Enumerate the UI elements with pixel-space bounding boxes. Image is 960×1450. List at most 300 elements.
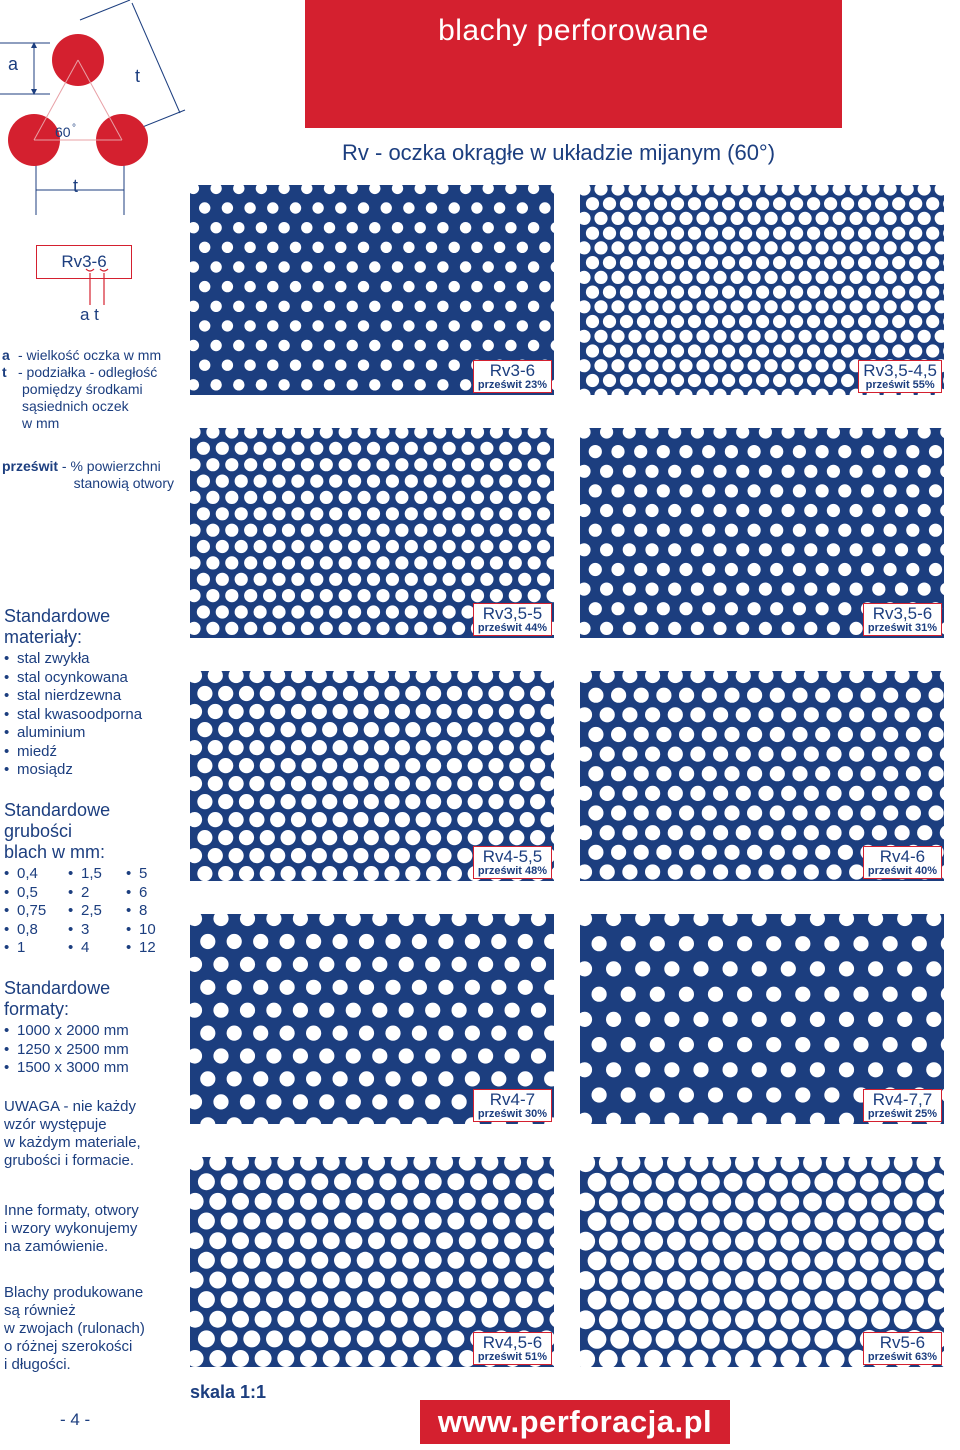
hole bbox=[782, 300, 795, 313]
hole bbox=[544, 1071, 554, 1086]
hole bbox=[895, 747, 910, 762]
hole bbox=[460, 222, 471, 233]
hole bbox=[433, 589, 446, 602]
hole bbox=[244, 589, 257, 602]
hole bbox=[858, 227, 871, 240]
hole bbox=[206, 524, 219, 537]
hole bbox=[848, 1271, 867, 1290]
hole bbox=[599, 1193, 618, 1212]
hole bbox=[311, 1330, 328, 1347]
hole bbox=[385, 934, 400, 949]
hole bbox=[611, 845, 626, 860]
hole bbox=[312, 776, 327, 791]
hole bbox=[197, 573, 210, 586]
hole bbox=[623, 583, 636, 596]
hole bbox=[883, 1173, 902, 1192]
hole bbox=[490, 491, 503, 504]
hole bbox=[848, 1232, 867, 1251]
hole bbox=[190, 428, 201, 439]
hole bbox=[395, 589, 408, 602]
hole bbox=[765, 300, 778, 313]
hole bbox=[696, 185, 709, 196]
hole bbox=[244, 622, 257, 635]
hole bbox=[369, 222, 380, 233]
hole bbox=[348, 540, 361, 553]
hole bbox=[622, 786, 637, 801]
hole bbox=[385, 980, 400, 995]
hole bbox=[894, 1310, 913, 1329]
hole bbox=[452, 1048, 467, 1063]
hole bbox=[928, 1212, 944, 1231]
hole bbox=[335, 320, 346, 331]
hole bbox=[752, 1012, 767, 1027]
material-item: • stal nierdzewna bbox=[4, 687, 184, 706]
hole bbox=[255, 1272, 272, 1289]
hole bbox=[850, 271, 863, 284]
hole bbox=[713, 671, 728, 683]
hole bbox=[437, 222, 448, 233]
hole bbox=[816, 241, 829, 254]
hole bbox=[781, 747, 796, 762]
hole bbox=[589, 445, 602, 458]
hole bbox=[824, 344, 837, 357]
hole bbox=[306, 1026, 321, 1041]
hole bbox=[403, 242, 414, 253]
hole bbox=[300, 1157, 317, 1171]
hole bbox=[528, 428, 541, 439]
hole bbox=[208, 848, 223, 863]
hole bbox=[838, 766, 853, 781]
hole bbox=[480, 507, 493, 520]
hole bbox=[301, 491, 314, 504]
hole bbox=[739, 256, 752, 269]
hole bbox=[588, 1212, 607, 1231]
hole bbox=[402, 1330, 419, 1347]
hole bbox=[263, 458, 276, 471]
hole bbox=[736, 504, 749, 517]
hole bbox=[470, 1173, 487, 1190]
hole bbox=[635, 1012, 650, 1027]
hole bbox=[197, 830, 212, 845]
hole bbox=[871, 1271, 890, 1290]
hole bbox=[358, 428, 371, 439]
hole bbox=[333, 1071, 348, 1086]
hole bbox=[414, 589, 427, 602]
hole bbox=[253, 1026, 268, 1041]
hole bbox=[633, 1212, 652, 1231]
thickness-section bbox=[4, 800, 184, 958]
hole bbox=[909, 286, 922, 299]
hole bbox=[940, 786, 944, 801]
hole bbox=[645, 786, 660, 801]
hole bbox=[939, 1310, 944, 1329]
hole bbox=[917, 707, 932, 722]
hole bbox=[634, 805, 649, 820]
hole bbox=[858, 344, 871, 357]
hole bbox=[528, 524, 541, 537]
hole bbox=[693, 1062, 708, 1077]
hole bbox=[634, 688, 649, 703]
hole bbox=[190, 458, 201, 471]
hole bbox=[634, 766, 649, 781]
hole bbox=[335, 281, 346, 292]
hole bbox=[906, 766, 921, 781]
hole bbox=[679, 1037, 694, 1052]
hole bbox=[395, 812, 410, 827]
hole bbox=[520, 776, 535, 791]
hole bbox=[323, 1157, 340, 1171]
hole bbox=[644, 1271, 663, 1290]
hole bbox=[816, 445, 829, 458]
hole bbox=[600, 671, 615, 683]
hole bbox=[929, 805, 944, 820]
hole bbox=[824, 315, 837, 328]
hole bbox=[509, 589, 522, 602]
hole bbox=[416, 671, 431, 683]
hole bbox=[369, 379, 380, 390]
hole bbox=[816, 484, 829, 497]
hole bbox=[637, 286, 650, 299]
hole bbox=[232, 1157, 249, 1171]
hole bbox=[759, 504, 772, 517]
hole bbox=[871, 1310, 890, 1329]
hole bbox=[322, 722, 337, 737]
hole bbox=[414, 524, 427, 537]
hole bbox=[628, 359, 641, 372]
hole bbox=[282, 491, 295, 504]
hole bbox=[300, 1350, 317, 1367]
hole bbox=[551, 301, 554, 312]
hole bbox=[329, 605, 342, 618]
hole bbox=[244, 556, 257, 569]
hole bbox=[199, 242, 210, 253]
hole bbox=[758, 1271, 777, 1290]
hole bbox=[599, 1310, 618, 1329]
hole bbox=[850, 504, 863, 517]
hole bbox=[790, 227, 803, 240]
hole bbox=[833, 389, 846, 395]
hole bbox=[713, 389, 726, 395]
hole bbox=[634, 845, 649, 860]
hole bbox=[756, 344, 769, 357]
sample-code: Rv3,5-6 bbox=[872, 604, 933, 623]
hole bbox=[358, 622, 371, 635]
hole bbox=[736, 465, 749, 478]
hole bbox=[724, 1330, 743, 1349]
hole bbox=[494, 320, 505, 331]
hole bbox=[782, 583, 795, 596]
hole bbox=[654, 374, 667, 387]
hole bbox=[412, 980, 427, 995]
hole bbox=[599, 1157, 618, 1172]
hole bbox=[266, 1048, 281, 1063]
diagram-label-t-top: t bbox=[135, 66, 141, 86]
hole bbox=[679, 936, 694, 951]
hole bbox=[253, 1117, 268, 1124]
hole bbox=[190, 222, 199, 233]
hole bbox=[723, 1062, 738, 1077]
hole bbox=[494, 202, 505, 213]
hole bbox=[280, 1071, 295, 1086]
hole bbox=[722, 286, 735, 299]
hole bbox=[850, 543, 863, 556]
hole bbox=[622, 707, 637, 722]
hole bbox=[436, 1157, 453, 1171]
hole bbox=[580, 622, 591, 635]
hole bbox=[300, 1311, 317, 1328]
hole bbox=[425, 1213, 442, 1230]
hole bbox=[610, 1252, 629, 1271]
hole bbox=[190, 556, 201, 569]
hole bbox=[358, 491, 371, 504]
hole bbox=[333, 704, 348, 719]
hole bbox=[909, 227, 922, 240]
hole bbox=[804, 583, 817, 596]
hole bbox=[589, 484, 602, 497]
hole bbox=[197, 507, 210, 520]
hole bbox=[329, 475, 342, 488]
hole bbox=[918, 504, 931, 517]
hole bbox=[917, 671, 932, 683]
hole bbox=[254, 573, 267, 586]
hole bbox=[875, 286, 888, 299]
hole bbox=[901, 185, 914, 196]
hole bbox=[837, 1212, 856, 1231]
hole bbox=[580, 786, 592, 801]
hole bbox=[190, 914, 202, 926]
format-item: • 1250 x 2500 mm bbox=[4, 1041, 184, 1060]
hole bbox=[471, 202, 482, 213]
hole bbox=[289, 1291, 306, 1308]
def-przeswit-desc-2: stanowią otwory bbox=[73, 475, 174, 491]
hole bbox=[580, 212, 591, 225]
hole bbox=[343, 794, 358, 809]
hole bbox=[550, 1157, 555, 1171]
hole bbox=[301, 722, 316, 737]
hole bbox=[713, 271, 726, 284]
hole bbox=[551, 185, 554, 194]
hole bbox=[679, 845, 694, 860]
hole bbox=[780, 1271, 799, 1290]
hole bbox=[858, 197, 871, 210]
hole bbox=[600, 825, 615, 840]
hole bbox=[594, 185, 607, 196]
hole bbox=[531, 1003, 546, 1018]
hole bbox=[839, 1062, 854, 1077]
hole bbox=[459, 1193, 476, 1210]
hole bbox=[668, 864, 683, 879]
hole bbox=[792, 845, 807, 860]
hole bbox=[190, 740, 202, 755]
hole bbox=[478, 740, 493, 755]
hole bbox=[736, 786, 751, 801]
hole bbox=[781, 864, 796, 879]
hole bbox=[827, 583, 840, 596]
hole bbox=[662, 185, 675, 196]
hole bbox=[756, 374, 769, 387]
hole bbox=[713, 241, 726, 254]
hole bbox=[790, 256, 803, 269]
hole bbox=[412, 1026, 427, 1041]
hole bbox=[628, 271, 641, 284]
hole bbox=[816, 300, 829, 313]
hole bbox=[702, 845, 717, 860]
hole bbox=[815, 845, 830, 860]
hole bbox=[452, 556, 465, 569]
hole bbox=[895, 707, 910, 722]
sample-przeswit: prześwit 51% bbox=[477, 1351, 547, 1363]
hole bbox=[402, 1291, 419, 1308]
hole bbox=[197, 794, 212, 809]
hole bbox=[369, 340, 380, 351]
hole bbox=[218, 866, 233, 881]
page-subtitle: Rv - oczka okrągłe w układzie mijanym (60°) bbox=[342, 140, 776, 165]
hole bbox=[705, 374, 718, 387]
hole bbox=[588, 1330, 607, 1349]
hole bbox=[773, 256, 786, 269]
hole bbox=[748, 212, 761, 225]
hole bbox=[539, 242, 550, 253]
hole bbox=[679, 241, 692, 254]
hole bbox=[399, 1094, 414, 1109]
hole bbox=[270, 704, 285, 719]
hole bbox=[782, 389, 795, 395]
hole bbox=[381, 360, 392, 371]
hole bbox=[654, 344, 667, 357]
hole bbox=[723, 914, 738, 926]
hole bbox=[345, 1272, 362, 1289]
hole bbox=[792, 1252, 811, 1271]
hole bbox=[895, 504, 908, 517]
hole bbox=[943, 344, 944, 357]
hole bbox=[622, 825, 637, 840]
hole bbox=[254, 507, 267, 520]
hole bbox=[367, 573, 380, 586]
hole bbox=[656, 1330, 675, 1349]
hole bbox=[901, 212, 914, 225]
hole bbox=[792, 805, 807, 820]
hole bbox=[550, 1193, 555, 1210]
hole bbox=[580, 543, 591, 556]
hole bbox=[190, 301, 199, 312]
sample-code: Rv4,5-6 bbox=[482, 1333, 543, 1352]
hole bbox=[461, 442, 474, 455]
hole bbox=[530, 830, 545, 845]
hole bbox=[551, 794, 554, 809]
hole bbox=[713, 300, 726, 313]
hole bbox=[233, 340, 244, 351]
hole bbox=[671, 197, 684, 210]
hole bbox=[198, 1330, 215, 1347]
hole bbox=[190, 1232, 204, 1249]
hole bbox=[372, 957, 387, 972]
hole bbox=[600, 622, 613, 635]
hole bbox=[935, 300, 944, 313]
hole bbox=[841, 227, 854, 240]
hole bbox=[494, 281, 505, 292]
hole bbox=[724, 1212, 743, 1231]
hole bbox=[722, 256, 735, 269]
hole bbox=[509, 556, 522, 569]
hole bbox=[807, 374, 820, 387]
hole bbox=[713, 583, 726, 596]
hole bbox=[759, 583, 772, 596]
hole bbox=[190, 622, 201, 635]
hole bbox=[580, 389, 591, 395]
hole bbox=[628, 389, 641, 395]
hole bbox=[917, 747, 932, 762]
hole bbox=[668, 747, 683, 762]
hole bbox=[804, 864, 819, 879]
perforated-sheet-sample bbox=[580, 671, 944, 881]
hole bbox=[471, 458, 484, 471]
hole bbox=[656, 727, 671, 742]
hole bbox=[722, 374, 735, 387]
hole bbox=[272, 540, 285, 553]
hole bbox=[530, 722, 545, 737]
hole bbox=[333, 776, 348, 791]
hole bbox=[603, 256, 616, 269]
hole bbox=[493, 1213, 510, 1230]
hole bbox=[935, 185, 944, 196]
hole bbox=[267, 320, 278, 331]
thickness-value: • 2,5 bbox=[68, 902, 126, 921]
hole bbox=[235, 605, 248, 618]
hole bbox=[243, 1330, 260, 1347]
hole bbox=[600, 864, 615, 879]
hole bbox=[725, 445, 738, 458]
hole bbox=[403, 202, 414, 213]
hole bbox=[580, 1113, 592, 1124]
hole bbox=[281, 722, 296, 737]
hole bbox=[804, 543, 817, 556]
hole bbox=[311, 1252, 328, 1269]
hole bbox=[895, 465, 908, 478]
hole bbox=[782, 241, 795, 254]
hole bbox=[465, 1071, 480, 1086]
hole bbox=[600, 465, 613, 478]
hole bbox=[320, 458, 333, 471]
hole bbox=[483, 301, 494, 312]
hole bbox=[781, 914, 796, 926]
hole bbox=[747, 766, 762, 781]
hole bbox=[190, 1311, 204, 1328]
hole bbox=[645, 864, 660, 879]
hole bbox=[425, 1048, 440, 1063]
hole bbox=[816, 359, 829, 372]
hole bbox=[816, 602, 829, 615]
hole bbox=[688, 286, 701, 299]
hole bbox=[206, 428, 219, 439]
hole bbox=[255, 1311, 272, 1328]
hole bbox=[580, 330, 591, 343]
hole bbox=[667, 1157, 686, 1172]
hole bbox=[790, 374, 803, 387]
hole bbox=[758, 671, 773, 683]
hole bbox=[781, 1113, 796, 1124]
hole bbox=[929, 688, 944, 703]
hole bbox=[833, 241, 846, 254]
hole bbox=[357, 1252, 374, 1269]
hole bbox=[374, 671, 389, 683]
hole bbox=[736, 864, 751, 879]
hole bbox=[199, 202, 210, 213]
hole bbox=[724, 727, 739, 742]
hole bbox=[895, 428, 908, 439]
hole bbox=[278, 261, 289, 272]
hole bbox=[841, 197, 854, 210]
hole bbox=[688, 197, 701, 210]
